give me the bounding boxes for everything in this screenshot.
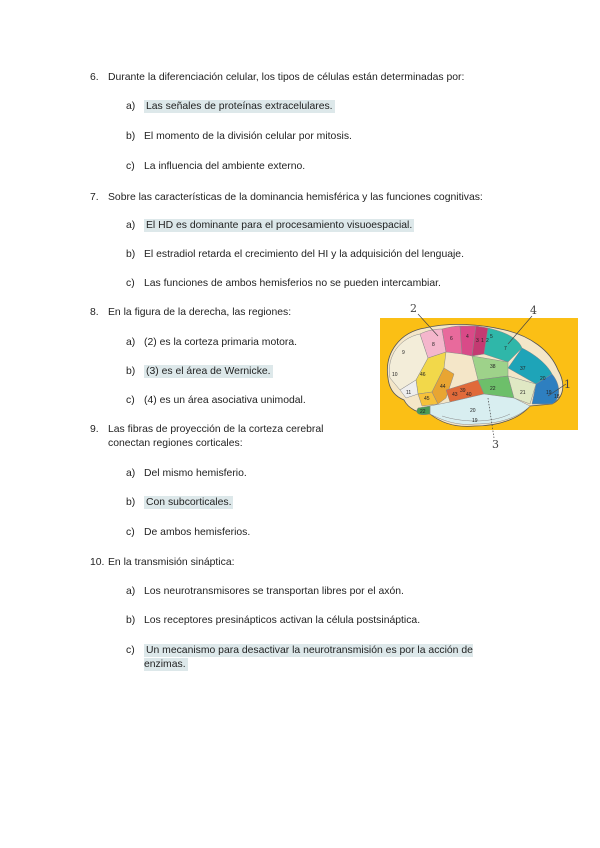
label-11: 11 (406, 390, 412, 396)
brain-figure (380, 302, 578, 451)
option-letter: c) (126, 645, 135, 656)
label-22: 22 (490, 386, 496, 392)
option-letter: a) (126, 220, 136, 231)
option-text: (2) es la corteza primaria motora. (144, 337, 298, 348)
question-number: 8. (90, 307, 99, 318)
question-text: En la figura de la derecha, las regiones: (108, 307, 292, 318)
question-text: Durante la diferenciación celular, los tipos de células están determinadas por: (108, 72, 465, 83)
q8-option-a[interactable] (126, 337, 297, 348)
option-letter: b) (126, 615, 136, 626)
label-9: 9 (402, 350, 405, 356)
question-9 (90, 423, 350, 451)
option-letter: b) (126, 366, 136, 377)
question-text: Sobre las características de la dominancia hemisférica y las funciones cognitivas: (108, 192, 483, 203)
label-5: 5 (490, 334, 493, 340)
label-4: 4 (466, 334, 469, 340)
option-letter: c) (126, 395, 135, 406)
handwritten-4: 4 (530, 304, 537, 317)
option-letter: c) (126, 527, 135, 538)
label-21: 20 (470, 408, 476, 414)
option-text: Un mecanismo para desactivar la neurotransmisión es por la acción de enzimas. (144, 645, 473, 670)
option-text: (3) es el área de Wernicke. (146, 366, 271, 377)
question-text: Las fibras de proyección de la corteza cerebral conectan regiones corticales: (108, 424, 324, 449)
option-letter: b) (126, 131, 136, 142)
option-text: El HD es dominante para el procesamiento visuoespacial. (146, 220, 413, 231)
handwritten-3: 3 (492, 438, 499, 451)
option-letter: a) (126, 337, 136, 348)
option-letter: c) (126, 161, 135, 172)
label-7: 7 (504, 346, 507, 352)
q7-option-c[interactable] (126, 278, 441, 289)
question-text: En la transmisión sináptica: (108, 557, 235, 568)
q7-option-b[interactable] (126, 249, 464, 260)
q6-option-b[interactable] (126, 131, 352, 142)
q9-option-b[interactable] (126, 497, 233, 508)
label-1: 1 (481, 338, 484, 344)
option-text: Los receptores presinápticos activan la célula postsináptica. (144, 615, 421, 626)
option-letter: b) (126, 249, 136, 260)
question-6 (90, 72, 464, 83)
handwritten-2: 2 (410, 302, 417, 315)
question-8 (90, 307, 291, 318)
label-18: 19 (546, 390, 552, 396)
question-number: 6. (90, 72, 99, 83)
q8-option-c[interactable] (126, 395, 306, 406)
option-text: Los neurotransmisores se transportan libres por el axón. (144, 586, 404, 597)
brain-diagram (380, 302, 578, 451)
option-text: La influencia del ambiente externo. (144, 161, 306, 172)
option-letter: c) (126, 278, 135, 289)
label-39: 37 (520, 366, 526, 372)
option-text: El momento de la división celular por mitosis. (144, 131, 352, 142)
q6-option-c[interactable] (126, 161, 305, 172)
option-text: Con subcorticales. (146, 497, 232, 508)
label-40: 38 (490, 364, 496, 370)
q10-option-b[interactable] (126, 615, 420, 626)
option-letter: a) (126, 586, 136, 597)
question-number: 7. (90, 192, 99, 203)
question-10 (90, 557, 234, 568)
label-44: 44 (440, 384, 446, 390)
q9-option-a[interactable] (126, 468, 247, 479)
label-20: 19 (472, 418, 478, 424)
label-42: 40 (466, 392, 472, 398)
q7-option-a[interactable] (126, 220, 414, 231)
label-19: 20 (540, 376, 546, 382)
option-letter: a) (126, 101, 136, 112)
question-7 (90, 192, 483, 203)
option-text: Las señales de proteínas extracelulares. (146, 101, 333, 112)
option-text: Del mismo hemisferio. (144, 468, 247, 479)
question-number: 10. (90, 557, 105, 568)
label-45: 45 (424, 396, 430, 402)
label-6: 6 (450, 336, 453, 342)
q10-option-c[interactable] (126, 644, 506, 672)
q10-option-a[interactable] (126, 586, 404, 597)
option-letter: b) (126, 497, 136, 508)
q9-option-c[interactable] (126, 527, 250, 538)
label-41: 39 (460, 388, 466, 394)
label-37: 21 (520, 390, 526, 396)
option-text: Las funciones de ambos hemisferios no se pueden intercambiar. (144, 278, 441, 289)
question-number: 9. (90, 424, 99, 435)
label-3: 3 (476, 338, 479, 344)
label-38: 22 (420, 409, 426, 415)
label-46: 46 (420, 372, 426, 378)
q8-option-b[interactable] (126, 366, 273, 377)
label-2: 2 (486, 338, 489, 344)
label-10: 10 (392, 372, 398, 378)
option-text: De ambos hemisferios. (144, 527, 251, 538)
option-text: (4) es un área asociativa unimodal. (144, 395, 306, 406)
label-43: 43 (452, 392, 458, 398)
option-text: El estradiol retarda el crecimiento del HI y la adquisición del lenguaje. (144, 249, 464, 260)
option-letter: a) (126, 468, 136, 479)
q6-option-a[interactable] (126, 101, 335, 112)
label-17: 18 (554, 394, 560, 400)
handwritten-1: 1 (564, 378, 571, 391)
label-8: 8 (432, 342, 435, 348)
